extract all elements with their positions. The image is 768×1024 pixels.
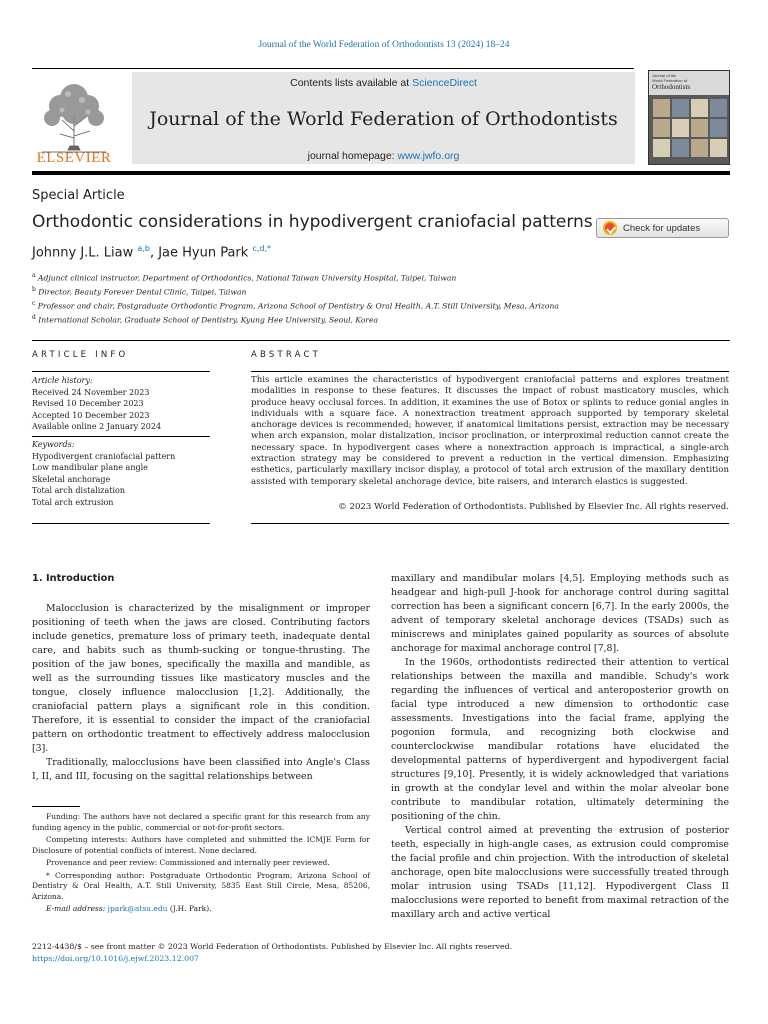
keyword-item[interactable]: Hypodivergent craniofacial pattern [32,451,176,461]
footnote-competing-interests: Competing interests: Authors have completed and submitted the ICMJE Form for Disclosure of potential conflicts of interest. None declared. [32,835,370,855]
issn-copyright-line: 2212-4438/$ – see front matter © 2023 World Federation of Orthodontists. Published by Elsevier Inc. All rights reserved. [32,942,513,951]
homepage-prefix: journal homepage: [307,150,398,162]
footnote-corresponding-author: * Corresponding author: Postgraduate Orthodontic Program, Arizona School of Dentistry & Oral Health, A.T. Still University, 5835 East Still Circle, Mesa, 85206, Arizona. [32,870,370,901]
footnotes [32,812,370,917]
history-item: Available online 2 January 2024 [32,422,162,431]
header-bottom-rule [32,171,730,175]
cover-photo-grid [653,99,727,157]
keywords-rule [32,436,210,437]
author-list: Johnny J.L. Liaw $^{a,b}$, Jae Hyun Park $^{c,d,*}$ [32,244,272,261]
body-left-column [32,572,370,784]
section-heading-introduction: 1. Introduction [32,573,115,584]
article-info-bottom-rule [32,523,210,524]
affiliation-item: $^c$ Professor and chair, Postgraduate Orthodontic Program, Arizona School of Dentistry & Oral Health, A.T. Still University, Mesa, Arizona [32,300,559,311]
author-name[interactable]: Jae Hyun Park [158,245,249,261]
keyword-item[interactable]: Total arch distalization [32,486,125,495]
journal-title: Journal of the World Federation of Orthodontists [149,108,618,130]
abstract-text: This article examines the characteristics of hypodivergent craniofacial patterns and explores treatment modalities in response to these features. It discusses the impact of robust masticatory muscles, which produce heavy occlusal forces. In addition, it examines the use of Botox or splints to reduce gonial angles in individuals with a square face. A nonextraction treatment approach supported by temporary skeletal anchorage devices is recommended; however, if anatomical limitations persist, extraction may be necessary when arch expansion, molar distalization, incisor proclination, or interproximal reduction cannot create the necessary space. In hypodivergent cases where a nonextraction approach is impractical, a single-arch extraction strategy may be considered to prevent a reduction in the vertical dimension. Emphasizing esthetics, particularly maxillary incisor display, a protocol of total arch extrusion of the maxillary dentition assisted with temporary skeletal anchorage device, bite raisers, and interarch elastics is suggested. [251,375,729,487]
article-type: Special Article [32,188,125,203]
page-bottom-matter [32,941,512,965]
cover-line3: Orthodontists [652,83,691,91]
header-top-rule [32,68,634,69]
elsevier-wordmark[interactable]: ELSEVIER [36,150,112,166]
history-item: Revised 10 December 2023 [32,399,144,408]
body-right-column [391,572,729,922]
front-matter-divider [32,340,730,341]
article-history-label: Article history: [32,376,93,385]
journal-citation-link[interactable]: Journal of the World Federation of Orthodontists 13 (2024) 18–24 [258,40,510,50]
cover-header [649,71,729,95]
affiliation-list [32,270,559,326]
cover-line2: World Federation of [652,78,688,83]
author-email-link[interactable]: jpark@atsu.edu [107,904,168,913]
keyword-list [32,439,175,508]
check-for-updates-label: Check for updates [623,222,701,234]
keyword-item[interactable]: Low mandibular plane angle [32,463,148,472]
abstract-copyright: © 2023 World Federation of Orthodontists. Published by Elsevier Inc. All rights reserved. [338,502,729,512]
body-paragraph: Traditionally, malocclusions have been classified into Angle's Class I, II, and III, focusing on the sagittal relationships between [32,757,370,782]
affiliation-item: $^a$ Adjunct clinical instructor, Department of Orthodontics, National Taiwan University Hospital, Taipei, Taiwan [32,272,457,283]
keyword-item[interactable]: Total arch extrusion [32,497,114,507]
check-for-updates-button[interactable] [596,218,729,238]
cover-line1: Journal of the [652,73,677,78]
affiliation-item: $^d$ International Scholar, Graduate School of Dentistry, Kyung Hee University, Seoul, Korea [32,314,379,325]
journal-homepage-line [132,150,635,162]
footnote-provenance: Provenance and peer review: Commissioned and internally peer reviewed. [46,858,330,867]
body-paragraph: maxillary and mandibular molars [4,5]. Employing methods such as headgear and high-pull J-hook for anchorage control during sagittal correction has been a significant concern [6,7]. In the early 2000s, the advent of temporary skeletal anchorage devices (TSADs) such as miniscrews and miniplates gained popularity as sources of absolute anchorage for maximal anchorage control [7,8]. [391,573,729,654]
article-info-heading: ARTICLE INFO [32,350,129,360]
body-paragraph: In the 1960s, orthodontists redirected their attention to vertical relationships between the maxilla and mandible. Schudy's work regarding the influences of vertical and anteroposterior growth on facial type introduced a new dimension to orthodontic case assessments. Investigations into the facial frame, applying the pogonion formula, and recognizing both clockwise and counterclockwise mandibular rotations have elucidated the developmental patterns of hyperdivergent and hypodivergent facial structures [9,10]. Presently, it is widely acknowledged that variations in growth at the condylar level and within the molar alveolar bone contribute to mandibular rotation, ultimately determining the positioning of the chin. [391,657,729,822]
contents-available-line [132,77,635,89]
sciencedirect-link[interactable]: ScienceDirect [412,77,477,89]
contents-prefix: Contents lists available at [290,77,413,89]
footnote-funding: Funding: The authors have not declared a specific grant for this research from any funding agency in the public, commercial or not-for-profit sectors. [32,812,370,832]
abstract-rule [251,371,729,372]
keyword-item[interactable]: Skeletal anchorage [32,474,111,484]
history-item: Accepted 10 December 2023 [32,410,150,420]
footnote-email: E-mail address: jpark@atsu.edu (J.H. Park). [46,904,212,913]
journal-homepage-link[interactable]: www.jwfo.org [397,150,460,162]
abstract-heading: ABSTRACT [251,350,322,360]
article-title: Orthodontic considerations in hypodivergent craniofacial patterns [32,212,593,232]
author-name[interactable]: Johnny J.L. Liaw [32,245,134,261]
abstract-bottom-rule [251,523,729,524]
journal-cover-image[interactable] [648,70,730,165]
journal-masthead [132,72,635,164]
history-item: Received 24 November 2023 [32,387,150,397]
keywords-label: Keywords: [32,440,75,449]
body-paragraph: Malocclusion is characterized by the misalignment or improper positioning of teeth when the jaws are closed. Contributing factors include genetics, premature loss of primary teeth, inadequate dental care, and habits such as thumb-sucking or tongue-thrusting. The position of the jaw bones, specifically the maxilla and mandible, as well as the surrounding tissues like masticatory muscles and the tongue, closely influence malocclusion [1,2]. Additionally, the craniofacial pattern plays a significant role in this condition. Therefore, it is essential to consider the impact of the craniofacial pattern on orthodontic treatment to effectively address malocclusion [3]. [32,603,370,754]
footnote-rule [32,806,80,807]
crossmark-icon [603,221,617,235]
article-info-rule [32,371,210,372]
body-paragraph: Vertical control aimed at preventing the extrusion of posterior teeth, especially in high-angle cases, as extrusion could compromise the facial profile and chin projection. With the introduction of skeletal anchorage, open bite malocclusions were successfully treated through molar intrusion using TSADs [11,12]. Hypodivergent Class II malocclusions were reported to benefit from maximal retraction of the maxillary arch and active vertical [391,825,729,920]
doi-link[interactable]: https://doi.org/10.1016/j.ejwf.2023.12.007 [32,954,200,963]
author-affiliation-marks[interactable]: a,b [137,244,150,253]
affiliation-item: $^b$ Director, Beauty Forever Dental Clinic, Taipei, Taiwan [32,286,247,297]
article-history [32,375,161,433]
author-affiliation-marks[interactable]: c,d,* [252,244,272,253]
